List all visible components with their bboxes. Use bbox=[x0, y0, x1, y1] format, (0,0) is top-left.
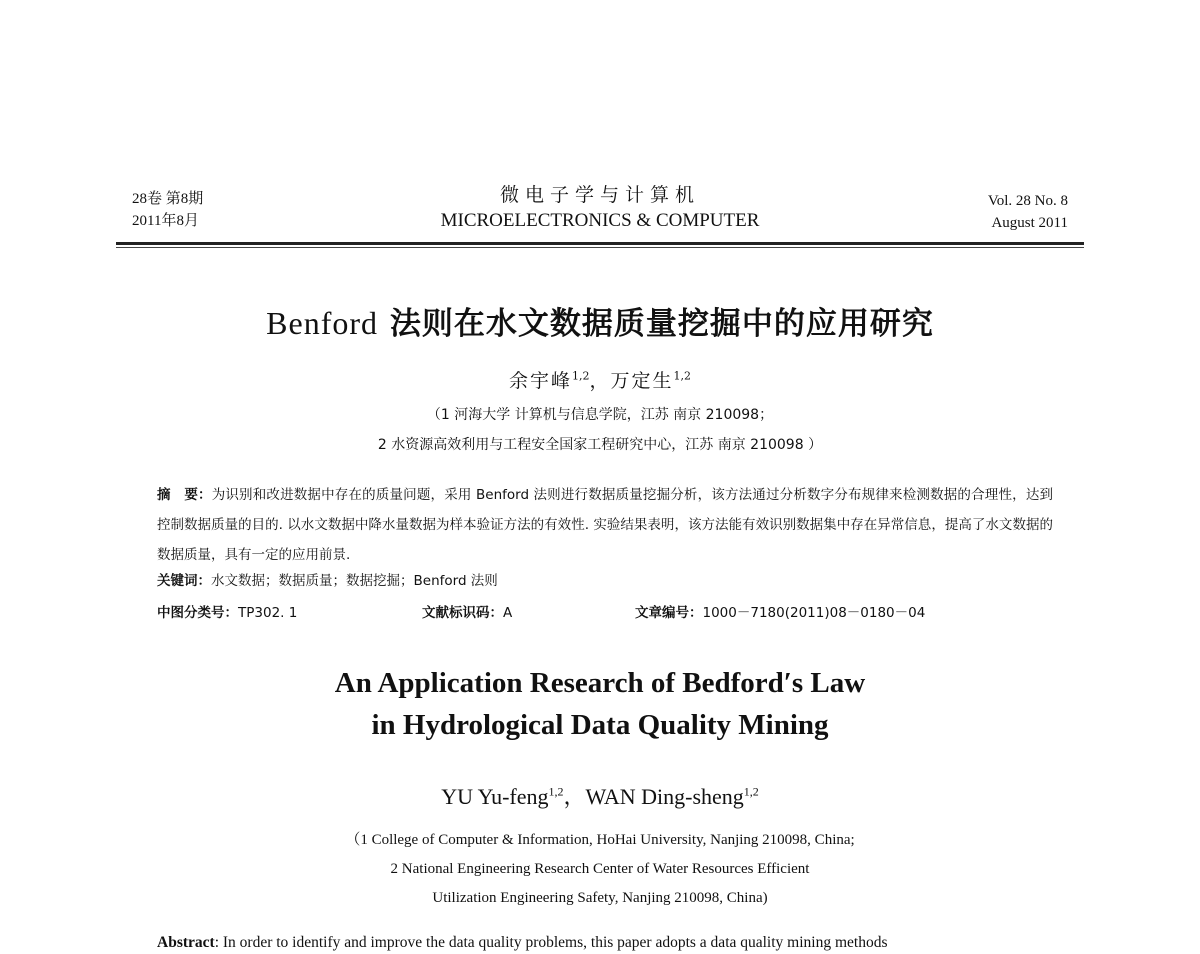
author-en-2-affil: 1,2 bbox=[743, 784, 759, 799]
author-en-1: YU Yu-feng bbox=[441, 784, 549, 809]
date-cn: 2011年8月 bbox=[132, 213, 199, 229]
title-cn-han-part: 法则在水文数据质量挖掘中的应用研究 bbox=[378, 306, 934, 342]
author-cn-1-affil: 1,2 bbox=[571, 369, 590, 383]
affiliation-en-3: Utilization Engineering Safety, Nanjing 210098, China) bbox=[432, 890, 768, 906]
document-code bbox=[422, 602, 512, 624]
volume-issue-en: Vol. 28 No. 8 bbox=[987, 193, 1068, 209]
abstract-cn-label: 摘 要： bbox=[157, 487, 212, 503]
header-rule-thin bbox=[116, 247, 1084, 248]
journal-issue-cn bbox=[132, 188, 203, 232]
doc-code-label: 文献标识码： bbox=[422, 605, 503, 621]
author-cn-2-affil: 1,2 bbox=[673, 369, 692, 383]
authors-en bbox=[0, 780, 1200, 811]
author-en-sep: ， bbox=[563, 784, 586, 809]
author-cn-2: 万定生 bbox=[610, 370, 674, 392]
keywords-cn-label: 关键词： bbox=[157, 573, 211, 589]
author-cn-sep: ， bbox=[589, 370, 611, 392]
author-cn-1: 余宇峰 bbox=[508, 370, 572, 392]
title-en-line-1: An Application Research of Bedford′s Law bbox=[334, 667, 866, 699]
affiliation-en-1: （1 College of Computer & Information, HoHai University, Nanjing 210098, China; bbox=[345, 832, 855, 848]
article-number bbox=[635, 602, 925, 624]
abstract-en-text: : In order to identify and improve the data quality problems, this paper adopts a data quality mining methods bbox=[214, 934, 888, 951]
abstract-en bbox=[157, 932, 1057, 954]
journal-issue-en bbox=[988, 190, 1068, 234]
affiliation-cn-2: 2 水资源高效利用与工程安全国家工程研究中心，江苏 南京 210098 ） bbox=[377, 437, 823, 453]
article-no-label: 文章编号： bbox=[635, 605, 703, 621]
affiliation-cn-1: （1 河海大学 计算机与信息学院，江苏 南京 210098； bbox=[426, 407, 774, 423]
journal-name-en: MICROELECTRONICS & COMPUTER bbox=[440, 210, 760, 231]
clc-value: TP302. 1 bbox=[238, 605, 298, 621]
title-cn-latin-part: Benford bbox=[266, 305, 379, 341]
clc-number bbox=[157, 602, 297, 624]
clc-label: 中图分类号： bbox=[157, 605, 238, 621]
abstract-en-label: Abstract bbox=[157, 934, 215, 951]
author-en-2: WAN Ding-sheng bbox=[585, 784, 744, 809]
volume-issue-cn: 28卷 第8期 bbox=[132, 191, 204, 207]
journal-name bbox=[360, 183, 840, 233]
date-en: August 2011 bbox=[991, 215, 1068, 231]
abstract-cn-text: 为识别和改进数据中存在的质量问题，采用 Benford 法则进行数据质量挖掘分析，该方法通过分析数字分布规律来检测数据的合理性，达到控制数据质量的目的. 以水文数据中降水量数据为样本验证方法的有效性. 实验结果表明，该方法能有效识别数据集中存在异常信息，提高了水文数据的数据质量，具有一定的应用前景. bbox=[157, 487, 1053, 563]
author-en-1-affil: 1,2 bbox=[548, 784, 564, 799]
affiliations-cn bbox=[0, 400, 1200, 460]
abstract-cn bbox=[157, 480, 1053, 570]
affiliation-en-2: 2 National Engineering Research Center of Water Resources Efficient bbox=[390, 861, 810, 877]
doc-code-value: A bbox=[503, 605, 513, 621]
journal-name-cn: 微电子学与计算机 bbox=[499, 185, 700, 206]
authors-cn bbox=[0, 366, 1200, 393]
header-rule-thick bbox=[116, 242, 1084, 245]
paper-title-en bbox=[0, 662, 1200, 746]
keywords-cn bbox=[157, 570, 1053, 592]
article-no-value: 1000－7180(2011)08－0180－04 bbox=[702, 605, 926, 621]
title-en-line-2: in Hydrological Data Quality Mining bbox=[371, 709, 829, 741]
paper-title-cn bbox=[0, 298, 1200, 343]
keywords-cn-text: 水文数据；数据质量；数据挖掘；Benford 法则 bbox=[211, 573, 498, 589]
affiliations-en bbox=[0, 826, 1200, 913]
